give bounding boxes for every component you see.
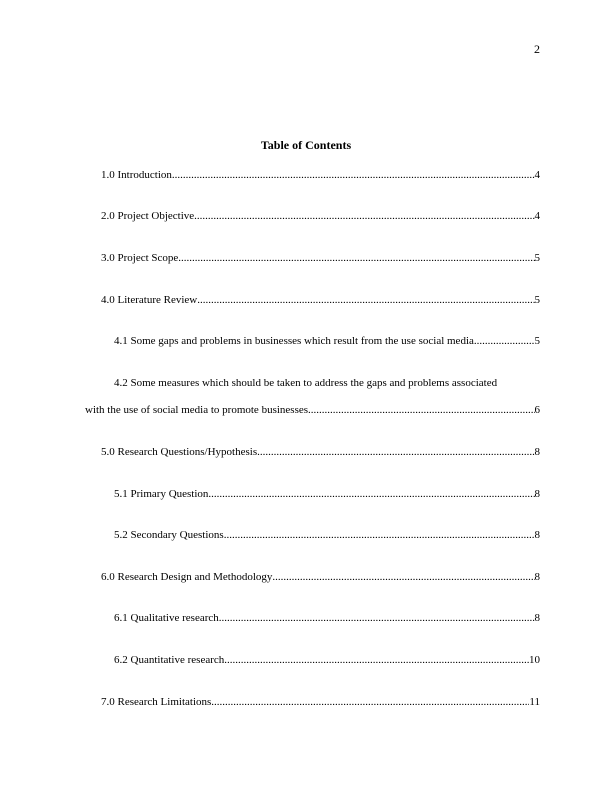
page-number: 2 — [534, 42, 540, 56]
toc-entry-page: 5 — [534, 294, 540, 306]
toc-entry-label: 5.2 Secondary Questions — [114, 529, 224, 541]
dot-leader — [194, 209, 534, 223]
toc-entry-measures-line1[interactable]: 4.2 Some measures which should be taken to address the gaps and problems associated — [114, 377, 498, 389]
dot-leader — [197, 293, 534, 307]
toc-entry-secondary-questions[interactable] — [114, 528, 540, 542]
toc-entry-page: 6 — [534, 404, 540, 416]
dot-leader — [224, 528, 535, 542]
toc-entry-research-design[interactable] — [101, 570, 540, 584]
toc-entry-page: 4 — [534, 169, 540, 181]
toc-entry-literature-review[interactable] — [101, 293, 540, 307]
toc-entry-page: 8 — [534, 571, 540, 583]
toc-entry-page: 8 — [534, 612, 540, 624]
toc-entry-label: 4.0 Literature Review — [101, 294, 198, 306]
toc-entry-project-scope[interactable] — [101, 251, 540, 265]
toc-entry-research-limitations[interactable] — [101, 695, 540, 709]
toc-entry-quantitative-research[interactable] — [114, 653, 540, 667]
dot-leader — [211, 695, 529, 709]
toc-entry-label: 5.1 Primary Question — [114, 488, 209, 500]
toc-entry-measures[interactable] — [85, 403, 540, 417]
toc-entry-label: 6.0 Research Design and Methodology — [101, 571, 273, 583]
toc-entry-qualitative-research[interactable] — [114, 611, 540, 625]
toc-entry-label: with the use of social media to promote businesses — [85, 404, 309, 416]
toc-entry-label: 5.0 Research Questions/Hypothesis — [101, 446, 258, 458]
toc-entry-primary-question[interactable] — [114, 487, 540, 501]
toc-title: Table of Contents — [260, 138, 352, 152]
toc-entry-gaps-and-problems[interactable] — [114, 334, 540, 348]
dot-leader — [219, 611, 535, 625]
toc-entry-label: 6.1 Qualitative research — [114, 612, 219, 624]
toc-entry-label: 6.2 Quantitative research — [114, 654, 225, 666]
dot-leader — [172, 168, 535, 182]
toc-entry-page: 8 — [534, 488, 540, 500]
toc-entry-page: 11 — [529, 696, 540, 708]
toc-entry-introduction[interactable] — [101, 168, 540, 182]
toc-entry-page: 8 — [534, 529, 540, 541]
toc-entry-label: 1.0 Introduction — [101, 169, 172, 181]
toc-entry-label: 7.0 Research Limitations — [101, 696, 212, 708]
toc-entry-research-questions[interactable] — [101, 445, 540, 459]
toc-entry-label: 3.0 Project Scope — [101, 252, 179, 264]
dot-leader — [474, 334, 535, 348]
toc-entry-label: 4.1 Some gaps and problems in businesses which result from the use social media — [114, 335, 474, 347]
toc-entry-label: 2.0 Project Objective — [101, 210, 195, 222]
dot-leader — [178, 251, 534, 265]
dot-leader — [224, 653, 529, 667]
dot-leader — [272, 570, 534, 584]
toc-entry-page: 5 — [534, 252, 540, 264]
dot-leader — [257, 445, 534, 459]
toc-entry-page: 4 — [534, 210, 540, 222]
dot-leader — [208, 487, 534, 501]
toc-entry-page: 10 — [529, 654, 540, 666]
dot-leader — [308, 403, 534, 417]
toc-entry-project-objective[interactable] — [101, 209, 540, 223]
toc-entry-page: 5 — [534, 335, 540, 347]
toc-entry-page: 8 — [534, 446, 540, 458]
